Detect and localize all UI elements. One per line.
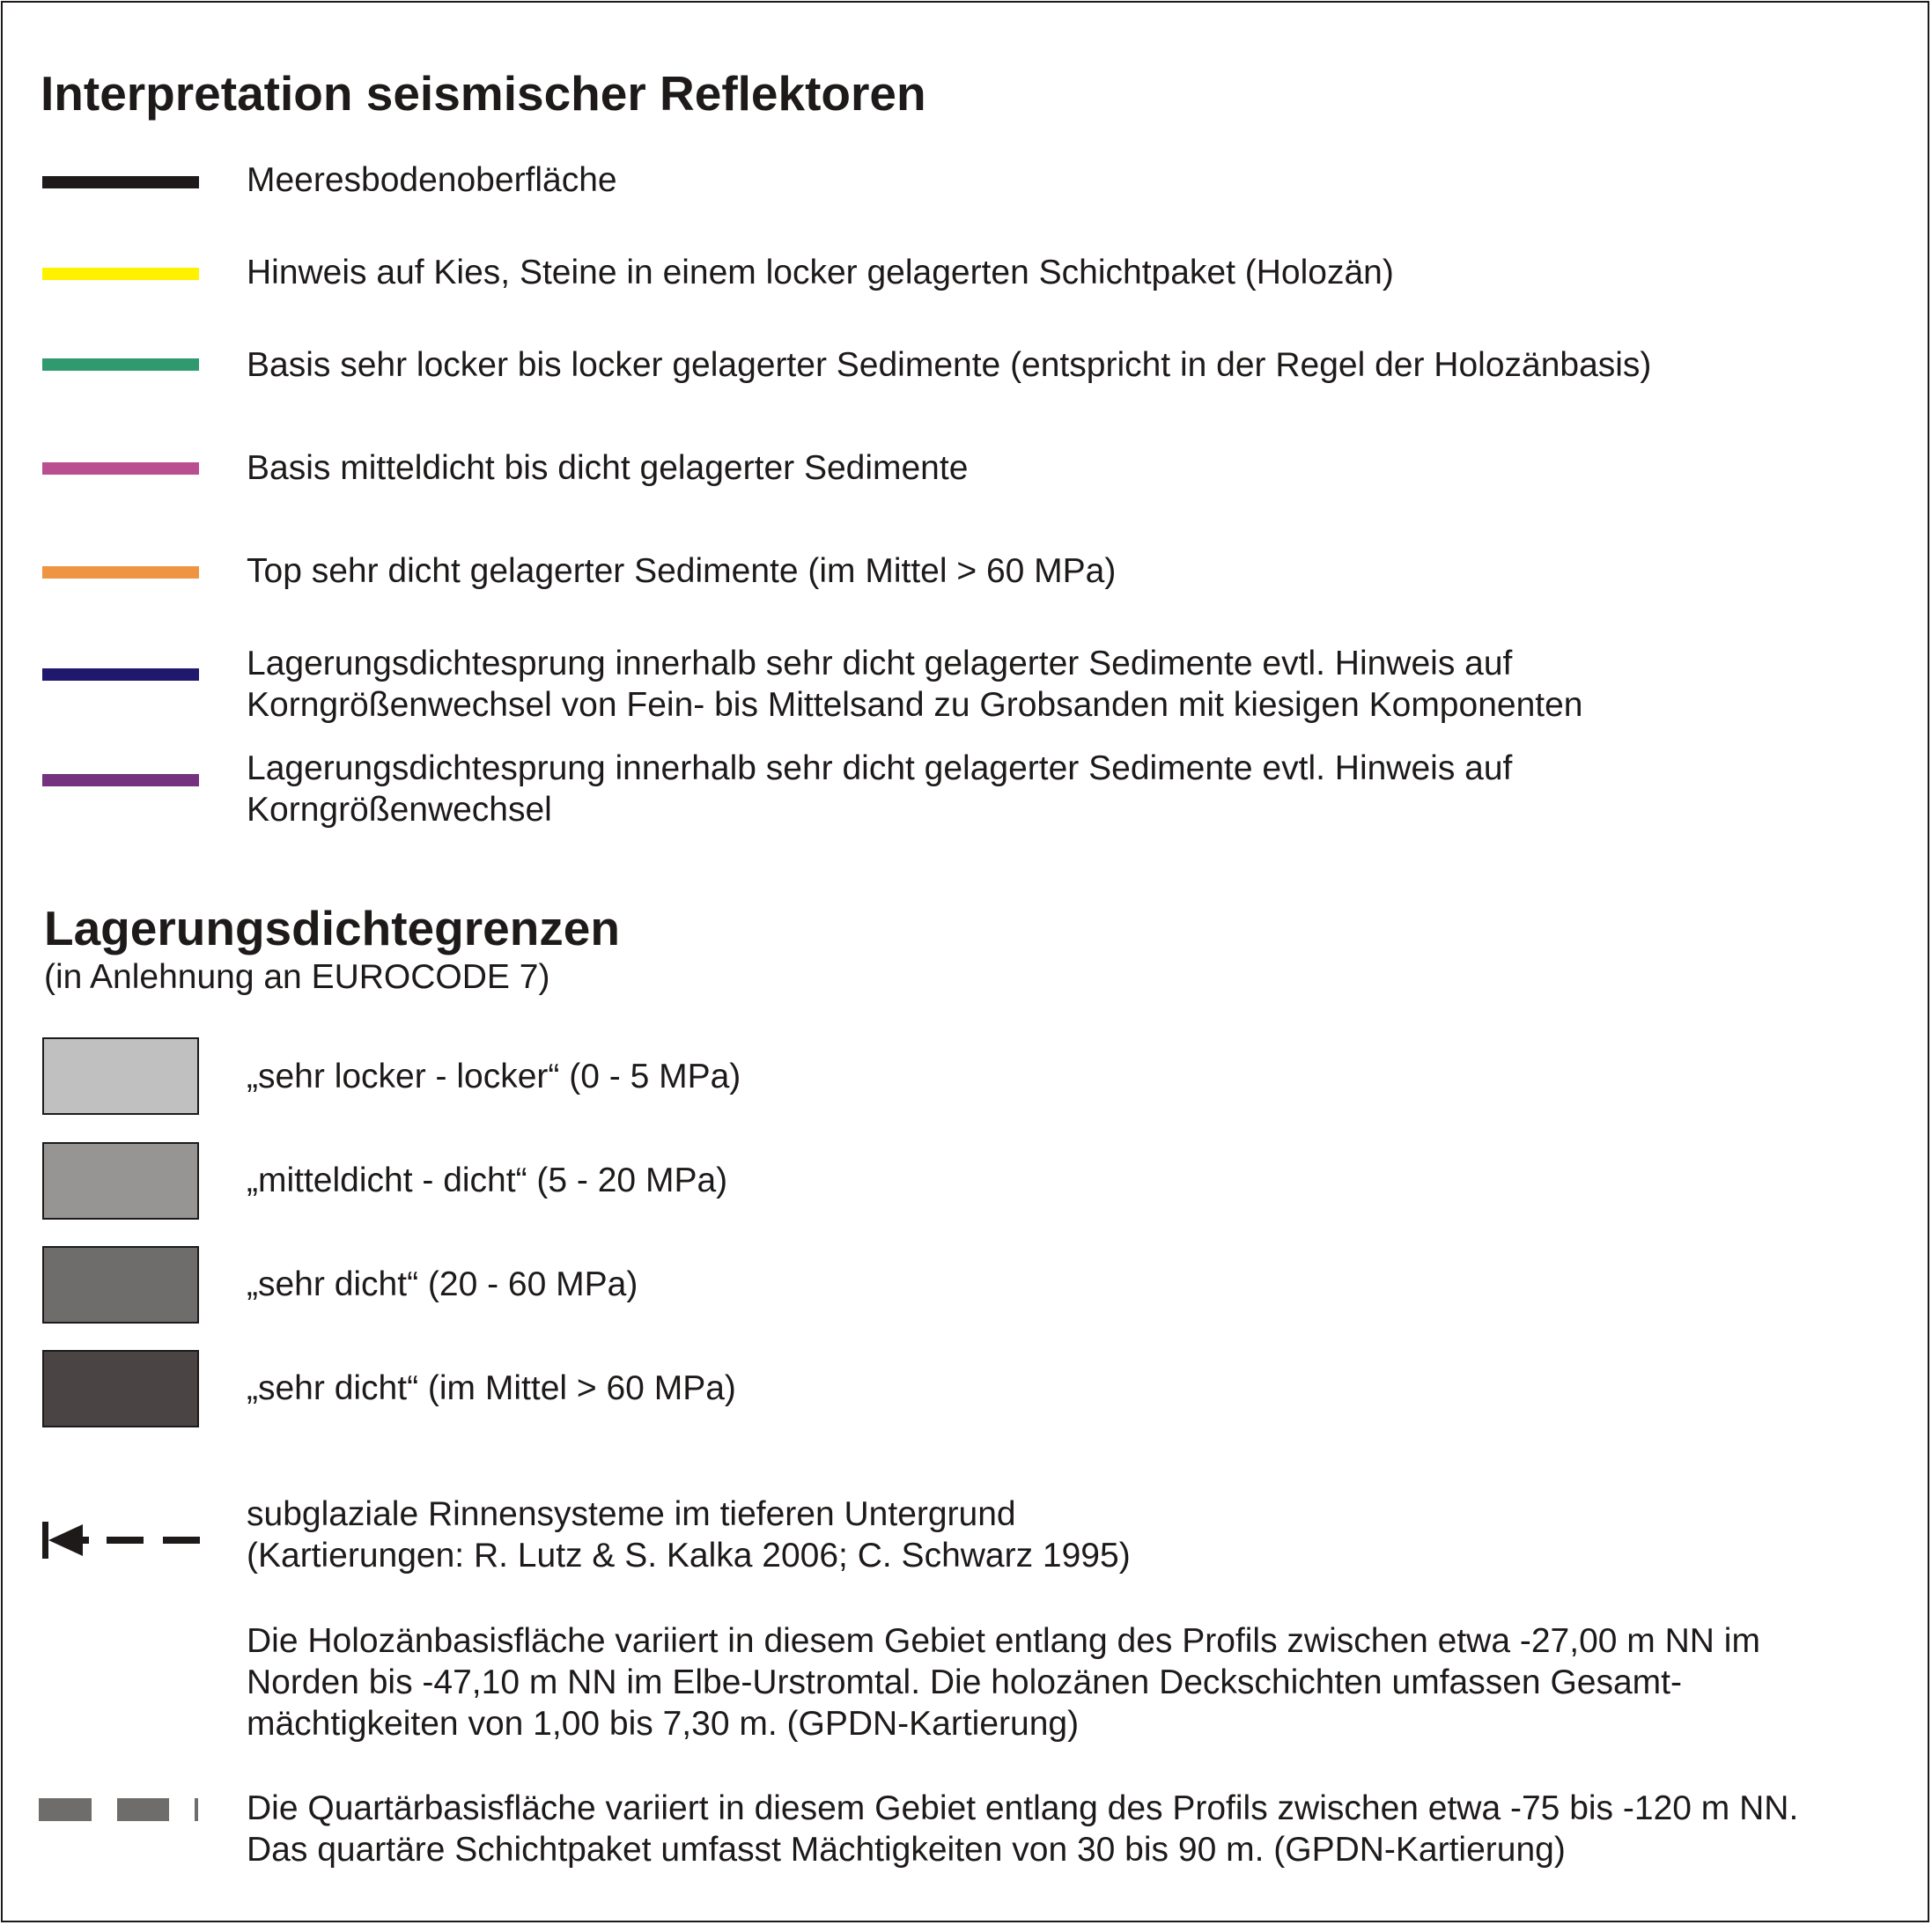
density-swatch-very-loose bbox=[42, 1037, 199, 1115]
channels-label bbox=[247, 1494, 1131, 1576]
reflector-label-line: Korngrößenwechsel bbox=[247, 791, 552, 829]
density-label-very-dense: „sehr dicht“ (20 - 60 MPa) bbox=[247, 1265, 638, 1303]
reflectors-title: Interpretation seismischer Reflektoren bbox=[41, 66, 926, 121]
reflector-label-medium-dense-base bbox=[247, 447, 968, 489]
reflector-label-line: Korngrößenwechsel von Fein- bis Mittelsand zu Grobsanden mit kiesigen Komponenten bbox=[247, 686, 1583, 724]
reflector-line-medium-dense-base bbox=[42, 462, 199, 475]
reflector-line-density-jump-coarse bbox=[42, 668, 199, 681]
channels-label-line: subglaziale Rinnensysteme im tieferen Untergrund bbox=[247, 1495, 1016, 1533]
reflector-label-density-jump bbox=[247, 748, 1512, 830]
density-title: Lagerungsdichtegrenzen bbox=[44, 901, 620, 955]
reflector-label-gravel bbox=[247, 252, 1394, 293]
density-label-medium-dense: „mitteldicht - dicht“ (5 - 20 MPa) bbox=[247, 1162, 728, 1199]
channels-label-line: (Kartierungen: R. Lutz & S. Kalka 2006; C. Schwarz 1995) bbox=[247, 1537, 1131, 1575]
holocene-note bbox=[247, 1620, 1760, 1744]
reflector-label-line: Hinweis auf Kies, Steine in einem locker gelagerten Schichtpaket (Holozän) bbox=[247, 254, 1394, 291]
reflector-label-line: Basis mitteldicht bis dicht gelagerter Sedimente bbox=[247, 449, 969, 487]
reflector-label-very-dense-top bbox=[247, 550, 1116, 592]
reflector-label-line: Lagerungsdichtesprung innerhalb sehr dicht gelagerter Sedimente evtl. Hinweis auf bbox=[247, 645, 1513, 682]
gray-dashed-line-icon bbox=[39, 1796, 206, 1823]
density-subtitle: (in Anlehnung an EUROCODE 7) bbox=[44, 958, 550, 996]
density-swatch-medium-dense bbox=[42, 1142, 199, 1220]
quaternary-note-line: Die Quartärbasisfläche variiert in diesem Gebiet entlang des Profils zwischen etwa -75 bis -120 m NN. bbox=[247, 1789, 1799, 1827]
quaternary-note bbox=[247, 1788, 1798, 1870]
holocene-note-line: mächtigkeiten von 1,00 bis 7,30 m. (GPDN-Kartierung) bbox=[247, 1705, 1080, 1743]
reflector-label-holocene-base bbox=[247, 344, 1651, 386]
reflector-line-gravel bbox=[42, 268, 199, 280]
density-swatch-very-dense-60 bbox=[42, 1350, 199, 1427]
arrow-dashed-line-icon bbox=[39, 1519, 206, 1563]
density-swatch-very-dense bbox=[42, 1246, 199, 1324]
reflector-label-density-jump-coarse bbox=[247, 643, 1582, 726]
reflector-line-density-jump bbox=[42, 774, 199, 786]
reflector-label-seafloor bbox=[247, 159, 617, 201]
reflector-label-line: Meeresbodenoberfläche bbox=[247, 161, 617, 199]
holocene-note-line: Norden bis -47,10 m NN im Elbe-Urstromtal. Die holozänen Deckschichten umfassen Gesamt- bbox=[247, 1663, 1682, 1701]
density-label-very-loose: „sehr locker - locker“ (0 - 5 MPa) bbox=[247, 1058, 741, 1095]
reflector-label-line: Basis sehr locker bis locker gelagerter Sedimente (entspricht in der Regel der Holozänbasis) bbox=[247, 346, 1652, 384]
holocene-note-line: Die Holozänbasisfläche variiert in diesem Gebiet entlang des Profils zwischen etwa -27,00 m NN im bbox=[247, 1622, 1760, 1660]
reflector-label-line: Lagerungsdichtesprung innerhalb sehr dicht gelagerter Sedimente evtl. Hinweis auf bbox=[247, 749, 1513, 787]
reflector-line-very-dense-top bbox=[42, 566, 199, 579]
density-label-very-dense-60: „sehr dicht“ (im Mittel > 60 MPa) bbox=[247, 1369, 736, 1407]
reflector-line-seafloor bbox=[42, 176, 199, 188]
quaternary-note-line: Das quartäre Schichtpaket umfasst Mächtigkeiten von 30 bis 90 m. (GPDN-Kartierung) bbox=[247, 1831, 1566, 1869]
reflector-label-line: Top sehr dicht gelagerter Sedimente (im Mittel > 60 MPa) bbox=[247, 552, 1117, 590]
reflector-line-holocene-base bbox=[42, 358, 199, 371]
